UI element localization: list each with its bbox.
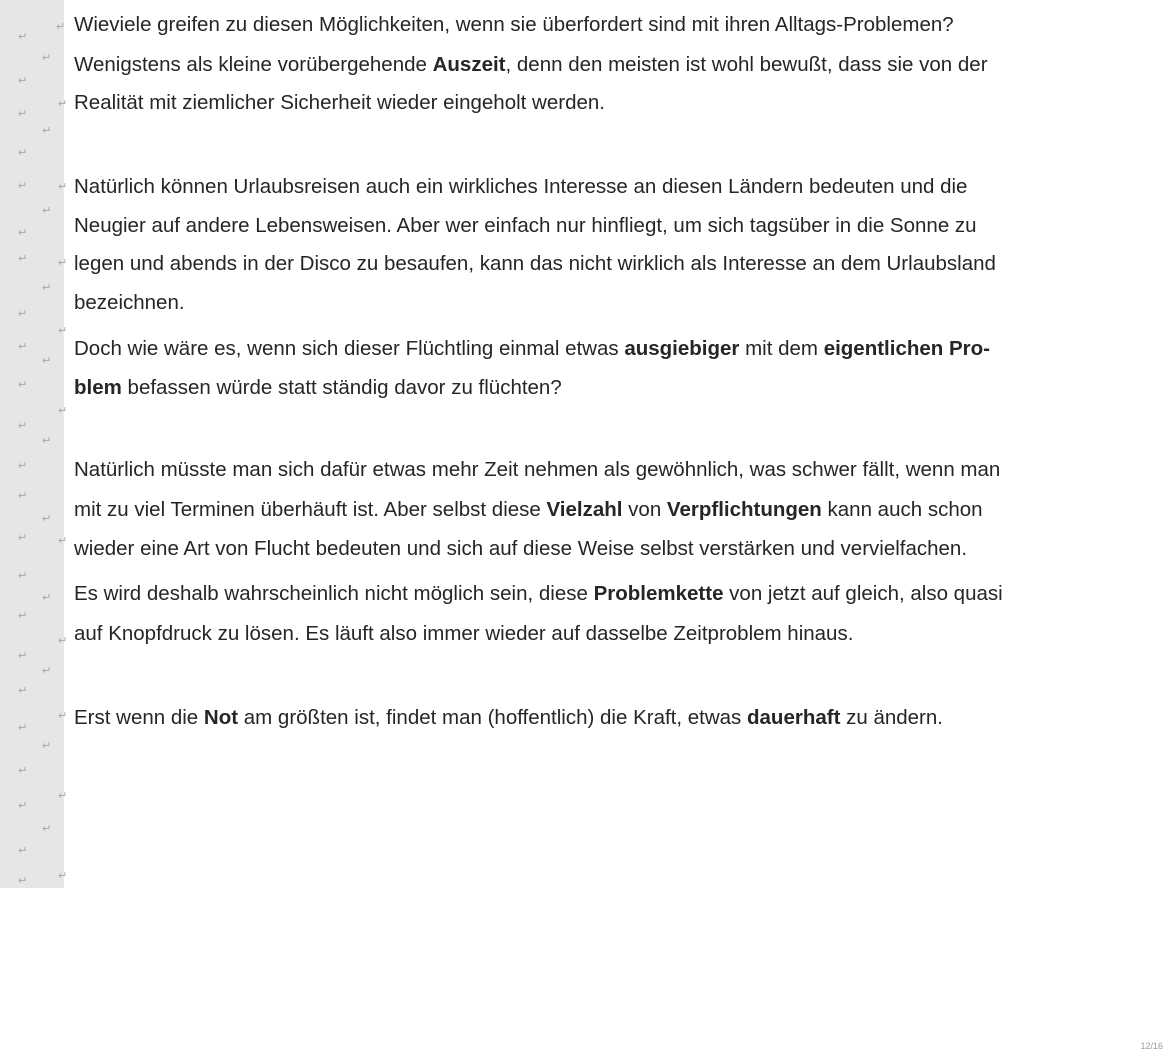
text-line [74,535,967,563]
paragraph-mark-icon: ↵ [42,434,52,447]
text-run: mit dem [739,337,824,360]
paragraph-mark-icon: ↵ [58,709,68,722]
paragraph-mark-icon: ↵ [58,180,68,193]
paragraph-mark-icon: ↵ [42,204,52,217]
paragraph-mark-icon: ↵ [42,512,52,525]
paragraph-mark-icon: ↵ [18,459,28,472]
paragraph-mark-icon: ↵ [18,531,28,544]
text-run: von [622,498,667,521]
text-run: Es wird deshalb wahrscheinlich nicht möglich sein, diese [74,582,594,605]
text-line [74,11,954,39]
text-run: bezeichnen. [74,291,185,314]
text-line [74,250,996,278]
text-line [74,580,1003,608]
paragraph-mark-icon: ↵ [18,179,28,192]
text-line [74,335,990,363]
paragraph-mark-icon: ↵ [58,534,68,547]
paragraph-mark-icon: ↵ [18,146,28,159]
paragraph-mark-icon: ↵ [42,591,52,604]
text-line [74,456,1000,484]
paragraph-mark-icon: ↵ [42,354,52,367]
text-run: zu ändern. [840,706,943,729]
text-run: Natürlich müsste man sich dafür etwas mehr Zeit nehmen als gewöhnlich, was schwer fällt, wenn man [74,458,1001,481]
text-line [74,620,853,648]
text-run: wieder eine Art von Flucht bedeuten und sich auf diese Weise selbst verstärken und vervielfachen. [74,537,968,560]
paragraph-mark-icon: ↵ [42,51,52,64]
text-run: mit zu viel Terminen überhäuft ist. Aber selbst diese [74,498,547,521]
paragraph-mark-icon: ↵ [58,789,68,802]
paragraph-mark-icon: ↵ [18,419,28,432]
text-run: kann auch schon [821,498,983,521]
paragraph-mark-icon: ↵ [18,378,28,391]
text-line [74,374,562,402]
paragraph-mark-icon: ↵ [58,324,68,337]
paragraph-mark-icon: ↵ [18,107,28,120]
paragraph-mark-icon: ↵ [58,256,68,269]
paragraph-mark-icon: ↵ [58,404,68,417]
paragraph-mark-icon: ↵ [18,874,28,887]
bold-text-run: Verpflichtungen [666,498,822,521]
bold-text-run: Problemkette [593,582,724,605]
text-run: befassen würde statt ständig davor zu flüchten? [121,376,562,399]
bold-text-run: Not [203,706,239,729]
paragraph-mark-icon: ↵ [18,799,28,812]
paragraph-mark-icon: ↵ [42,664,52,677]
paragraph-mark-icon: ↵ [58,869,68,882]
paragraph-mark-icon: ↵ [42,822,52,835]
paragraph-mark-icon: ↵ [18,844,28,857]
bold-text-run: eigentlichen Pro- [823,337,990,360]
paragraph-mark-icon: ↵ [18,226,28,239]
paragraph-mark-icon: ↵ [58,97,68,110]
paragraph-mark-icon: ↵ [18,609,28,622]
text-line [74,704,943,732]
paragraph-mark-icon: ↵ [42,739,52,752]
text-line [74,51,988,79]
text-run: Doch wie wäre es, wenn sich dieser Flüchtling einmal etwas [74,337,625,360]
paragraph-mark-icon: ↵ [18,764,28,777]
text-run: Erst wenn die [74,706,204,729]
page-number: 12/16 [1140,1041,1163,1051]
text-run: , denn den meisten ist wohl bewußt, dass sie von der [505,53,988,76]
paragraph-mark-icon: ↵ [42,281,52,294]
bold-text-run: ausgiebiger [624,337,740,360]
text-run: von jetzt auf gleich, also quasi [723,582,1003,605]
text-run: Neugier auf andere Lebensweisen. Aber wer einfach nur hinfliegt, um sich tagsüber in die Sonne zu [74,214,977,237]
text-run: auf Knopfdruck zu lösen. Es läuft also immer wieder auf dasselbe Zeitproblem hinaus. [74,622,854,645]
paragraph-mark-icon: ↵ [18,649,28,662]
bold-text-run: Auszeit [432,53,506,76]
margin-gutter [0,0,68,888]
text-run: Wenigstens als kleine vorübergehende [74,53,433,76]
paragraph-mark-icon: ↵ [58,634,68,647]
paragraph-mark-icon: ↵ [42,124,52,137]
text-run: Wieviele greifen zu diesen Möglichkeiten, wenn sie überfordert sind mit ihren Alltags-Problemen? [74,13,954,36]
text-run: am größten ist, findet man (hoffentlich) die Kraft, etwas [238,706,747,729]
text-run: Natürlich können Urlaubsreisen auch ein wirkliches Interesse an diesen Ländern bedeuten und die [74,175,968,198]
bold-text-run: Vielzahl [546,498,623,521]
paragraph-mark-icon: ↵ [18,252,28,265]
paragraph-mark-icon: ↵ [18,307,28,320]
text-line [74,173,967,201]
paragraph-mark-icon: ↵ [56,20,66,33]
text-run: legen und abends in der Disco zu besaufen, kann das nicht wirklich als Interesse an dem Urlaubsland [74,252,996,275]
text-run: Realität mit ziemlicher Sicherheit wieder eingeholt werden. [74,91,605,114]
text-line [74,212,977,240]
text-line [74,496,983,524]
paragraph-mark-icon: ↵ [18,489,28,502]
paragraph-mark-icon: ↵ [18,30,28,43]
bold-text-run: dauerhaft [747,706,841,729]
text-line [74,89,605,117]
bold-text-run: blem [74,376,122,399]
paragraph-mark-icon: ↵ [18,340,28,353]
paragraph-mark-icon: ↵ [18,684,28,697]
text-line [74,289,185,317]
paragraph-mark-icon: ↵ [18,569,28,582]
paragraph-mark-icon: ↵ [18,74,28,87]
paragraph-mark-icon: ↵ [18,721,28,734]
